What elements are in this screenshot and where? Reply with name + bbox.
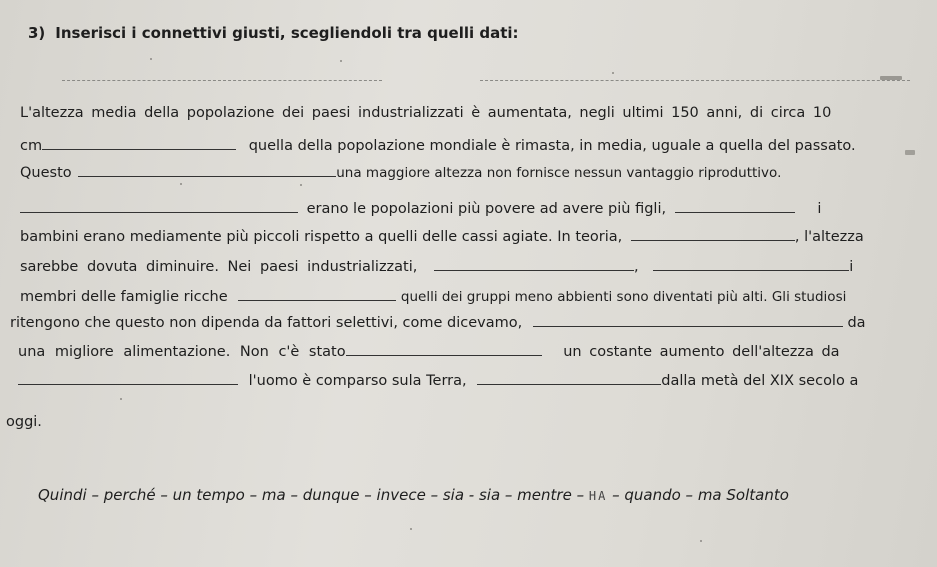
answer-blank[interactable] bbox=[238, 286, 396, 301]
exercise-title bbox=[28, 24, 519, 42]
pencil-speck bbox=[410, 528, 412, 530]
sentence-text: Questo bbox=[20, 165, 72, 181]
sentence-text: quella della popolazione mondiale è rimasta, in media, uguale a quella del passato. bbox=[248, 138, 856, 154]
answer-blank[interactable] bbox=[20, 198, 298, 213]
text-line-2 bbox=[20, 135, 856, 156]
sentence-text: L'altezza media della popolazione dei paesi industrializzati è aumentata, negli ultimi 150 anni, di circa 10 bbox=[20, 105, 832, 121]
pencil-speck bbox=[340, 60, 342, 62]
text-line-1 bbox=[20, 103, 831, 123]
sentence-text: quelli dei gruppi meno abbienti sono diventati più alti. Gli studiosi bbox=[400, 289, 847, 305]
sentence-text: una maggiore altezza non fornisce nessun vantaggio riproduttivo. bbox=[336, 165, 782, 181]
text-line-4 bbox=[20, 198, 821, 219]
answer-blank[interactable] bbox=[675, 198, 795, 213]
text-line-7 bbox=[20, 286, 846, 307]
pencil-speck bbox=[120, 398, 122, 400]
answer-blank[interactable] bbox=[631, 226, 795, 241]
text-line-8 bbox=[10, 312, 866, 333]
faint-dashed-line bbox=[480, 80, 910, 81]
exercise-instruction: Inserisci i connettivi giusti, scegliendoli tra quelli dati: bbox=[55, 24, 519, 42]
pencil-smudge bbox=[880, 76, 902, 80]
answer-blank[interactable] bbox=[346, 341, 542, 356]
pencil-speck bbox=[700, 540, 702, 542]
text-line-9 bbox=[18, 341, 840, 362]
answer-blank[interactable] bbox=[18, 370, 238, 385]
pencil-speck bbox=[180, 183, 182, 185]
sentence-text: una migliore alimentazione. Non c'è stato bbox=[18, 344, 346, 360]
answer-blank[interactable] bbox=[42, 135, 236, 150]
answer-blank[interactable] bbox=[434, 256, 634, 271]
sentence-text: erano le popolazioni più povere ad avere più figli, bbox=[306, 201, 667, 217]
sentence-text: , bbox=[633, 259, 639, 275]
pencil-speck bbox=[300, 184, 302, 186]
sentence-text: membri delle famiglie ricche bbox=[20, 289, 228, 305]
answer-blank[interactable] bbox=[653, 256, 849, 271]
pencil-speck bbox=[612, 72, 614, 74]
sentence-text: dalla metà del XIX secolo a bbox=[661, 373, 859, 389]
sentence-text: i bbox=[849, 259, 854, 275]
sentence-text: oggi. bbox=[6, 414, 42, 430]
sentence-text: bambini erano mediamente più piccoli rispetto a quelli delle cassi agiate. In teoria, bbox=[20, 229, 623, 245]
text-line-6 bbox=[20, 256, 853, 277]
sentence-text: , l'altezza bbox=[794, 229, 864, 245]
text-line-3 bbox=[20, 162, 781, 183]
word-bank-text: – quando – ma Soltanto bbox=[612, 486, 789, 504]
handwritten-note: HA bbox=[588, 489, 608, 503]
sentence-text: l'uomo è comparso sula Terra, bbox=[248, 373, 467, 389]
sentence-text: i bbox=[817, 201, 822, 217]
word-bank bbox=[38, 486, 789, 504]
sentence-text: ritengono che questo non dipenda da fattori selettivi, come dicevamo, bbox=[10, 315, 523, 331]
answer-blank[interactable] bbox=[477, 370, 661, 385]
text-line-10 bbox=[18, 370, 858, 391]
text-line-5 bbox=[20, 226, 864, 247]
faint-dashed-line bbox=[62, 80, 382, 81]
sentence-text: un costante aumento dell'altezza da bbox=[563, 344, 840, 360]
answer-blank[interactable] bbox=[78, 162, 336, 177]
sentence-text: sarebbe dovuta diminuire. Nei paesi industrializzati, bbox=[20, 259, 418, 275]
pencil-speck bbox=[150, 58, 152, 60]
sentence-text: da bbox=[847, 315, 866, 331]
text-line-11 bbox=[6, 412, 42, 432]
sentence-text: cm bbox=[20, 138, 43, 154]
exercise-number: 3) bbox=[28, 24, 46, 42]
pencil-smudge bbox=[905, 150, 915, 155]
answer-blank[interactable] bbox=[533, 312, 843, 327]
word-bank-text: Quindi – perché – un tempo – ma – dunque – invece – sia - sia – mentre – bbox=[38, 486, 585, 504]
